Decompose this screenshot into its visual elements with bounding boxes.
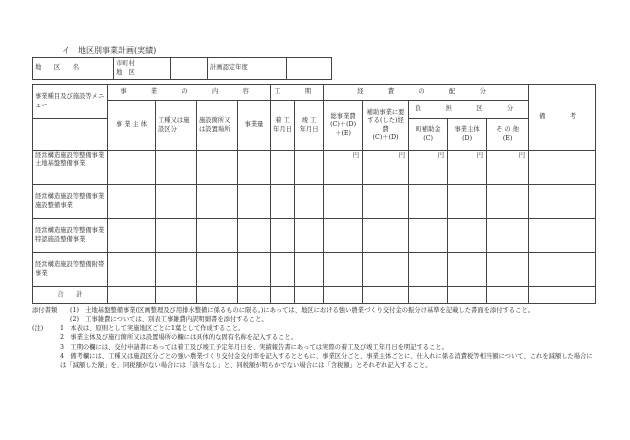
row-spacer	[33, 119, 108, 151]
approval-year-label: 計画認定年度	[208, 58, 287, 80]
row-label: 経営構造施設等整備附帯事業	[33, 253, 108, 287]
notes-section	[32, 306, 602, 370]
table-row	[33, 253, 596, 287]
form-title: イ 地区別事業計画(実績)	[62, 46, 157, 55]
business-entity-header: 事 業 主 体	[108, 101, 156, 151]
period-group-header: 工 期	[271, 85, 324, 101]
subsidy-required-header: 補助事業に要する(した)経費 (C)＋(D)	[363, 101, 409, 151]
municipality-label: 市町村 地 区	[114, 58, 171, 80]
yen-unit: 円	[448, 151, 487, 185]
table-row	[33, 151, 596, 185]
other-burden-header: そ の 他 (E)	[487, 119, 529, 151]
remarks-header: 備 考	[529, 85, 596, 151]
municipality-value[interactable]	[171, 58, 208, 80]
note-item: 3 工期の欄には、交付申請書にあっては着工及び竣工予定年月日を、実績報告書にあっては実際の着工及び竣工年月日を明記すること。	[60, 343, 448, 351]
end-date-header: 竣 工 年月日	[295, 101, 324, 151]
attached-item: (1) 土地基盤整備事業(区画整理及び用排水整備に係るものに限る。)にあっては、地区における強い農業づくり交付金の振分け基準を記載した書面を添付すること。	[70, 307, 534, 314]
row-label: 経営構造施設等整備事業 施設整備事業	[33, 185, 108, 219]
table-row	[33, 219, 596, 253]
note-item: 2 事業主体及び施行箇所又は設置場所の欄には具体的な固有名称を記入すること。	[60, 334, 297, 342]
total-row	[33, 287, 596, 304]
business-type-header: 事業種目及び施設等メニュー	[33, 85, 108, 119]
note-item: 4 備考欄には、工種又は施設区分ごとの強い農業づくり交付金交付率を記入するとともに、事業区分ごと、事業主体ごとに、仕入れに係る消費税等相当額について、これを減額した場合には「減額した額」を、同税額がない場合には「該当なし」と、同税額が明らかでない場合には「含税額」とそれぞれ記入すること。	[60, 352, 593, 369]
business-volume-header: 事業量	[238, 101, 271, 151]
yen-unit: 円	[363, 151, 409, 185]
business-plan-table	[32, 84, 596, 304]
row-label: 経営構造施設等整備事業 土地基盤整備事業	[33, 151, 108, 185]
attached-docs-label: 添付書類	[32, 307, 58, 314]
yen-unit: 円	[324, 151, 363, 185]
town-subsidy-header: 町補助金 (C)	[409, 119, 448, 151]
attached-item: (2) 工事雑費については、別表工事雑費内訳明細書を添付すること。	[70, 316, 268, 324]
district-header-table	[32, 57, 332, 80]
note-item: 1 本表は、原則として実施地区ごとに1葉として作成すること。	[60, 325, 245, 333]
yen-unit: 円	[409, 151, 448, 185]
yen-unit: 円	[487, 151, 529, 185]
expense-group-header: 経 費 の 配 分	[324, 85, 529, 101]
approval-year-value[interactable]	[287, 58, 332, 80]
total-label: 合 計	[33, 287, 108, 304]
facility-location-header: 施設箇所又は設置場所	[197, 101, 238, 151]
notes-label: (注)	[32, 325, 44, 333]
burden-group-header: 負 担 区 分	[409, 101, 529, 119]
work-type-header: 工種又は施設区分	[156, 101, 197, 151]
district-name-label: 地 区 名	[33, 58, 114, 80]
content-group-header: 事 業 の 内 容	[108, 85, 271, 101]
row-label: 経営構造施設等整備事業 特認施設整備事業	[33, 219, 108, 253]
start-date-header: 着 工 年月日	[271, 101, 295, 151]
table-row	[33, 185, 596, 219]
total-cost-header: 総事業費 (C)＋(D) ＋(E)	[324, 101, 363, 151]
entity-burden-header: 事業主体 (D)	[448, 119, 487, 151]
